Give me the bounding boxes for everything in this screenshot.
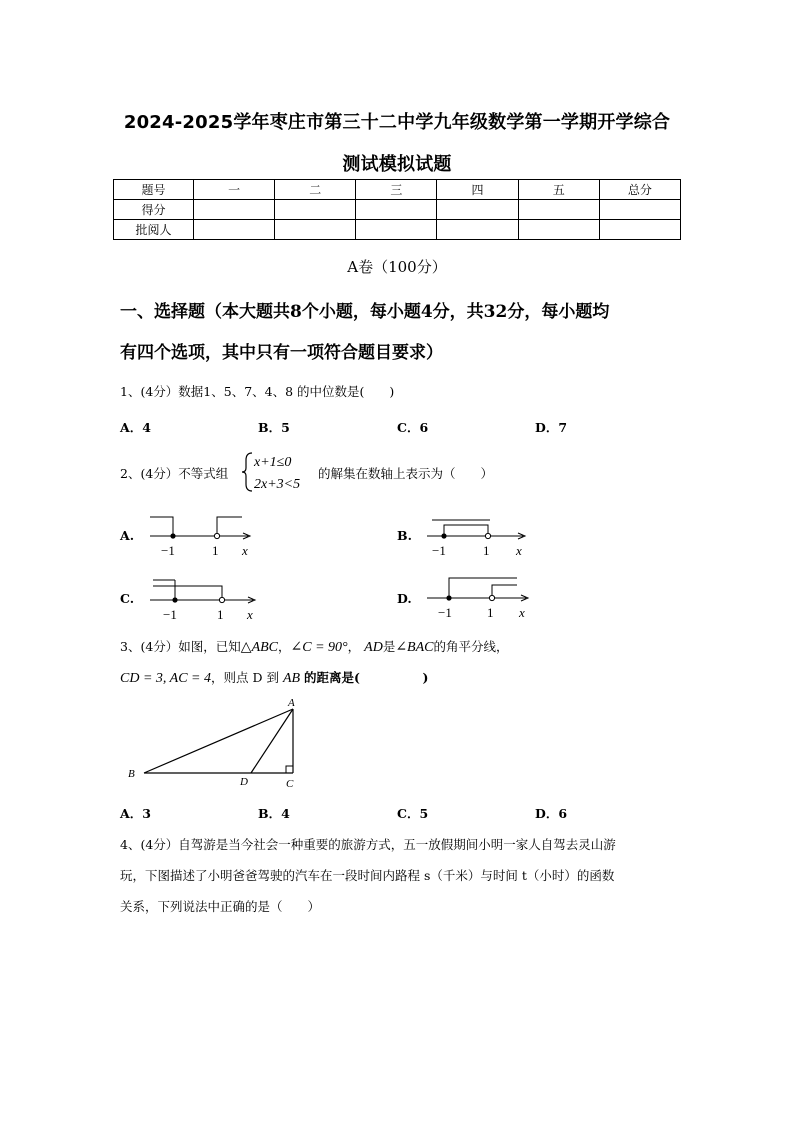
q4-line2: 玩，下图描述了小明爸爸驾驶的汽车在一段时间内路程 s（千米）与时间 t（小时）的函数 (120, 868, 615, 883)
open-point-icon (219, 597, 224, 602)
table-header-cell: 三 (356, 180, 437, 200)
q2-inequality-system (240, 450, 318, 494)
point-label-d: D (240, 776, 248, 788)
q3-option-d[interactable]: D．6 (535, 806, 568, 821)
axis-label-1: 1 (212, 543, 219, 558)
section1-heading-line1: 一、选择题（本大题共8个小题，每小题4分，共32分，每小题均 (120, 302, 610, 322)
q3-option-a[interactable]: A．3 (120, 806, 151, 821)
grader-cell[interactable] (275, 220, 356, 240)
closed-point-icon (441, 533, 446, 538)
grader-cell[interactable] (194, 220, 275, 240)
table-header-cell: 总分 (599, 180, 680, 200)
table-header-cell: 一 (194, 180, 275, 200)
q3-line1: 3、(4分）如图，已知△ABC，∠C = 90°， AD是∠BAC的角平分线， (120, 639, 509, 655)
axis-label-1: 1 (487, 605, 494, 620)
q3-ab: AB (282, 671, 301, 686)
q1-option-d[interactable]: D．7 (535, 420, 568, 435)
q2-option-a-label[interactable]: A. (120, 528, 135, 543)
axis-label-x: x (519, 605, 525, 620)
right-angle-icon (286, 766, 293, 773)
grader-cell[interactable] (356, 220, 437, 240)
score-table-header-row (114, 180, 681, 200)
q3-line1-mid: 是 (382, 639, 396, 654)
grader-cell[interactable] (437, 220, 518, 240)
axis-label-x: x (516, 543, 522, 558)
q3-line1-prefix: 3、(4分）如图，已知 (120, 639, 241, 654)
q1-option-a[interactable]: A．4 (120, 420, 151, 435)
q3-option-c[interactable]: C．5 (397, 806, 429, 821)
axis-label-x: x (242, 543, 248, 558)
q3-option-b[interactable]: B．4 (258, 806, 290, 821)
exam-title-line1: 2024-2025学年枣庄市第三十二中学九年级数学第一学期开学综合 (123, 112, 671, 133)
q3-ad: AD (364, 640, 383, 655)
grader-cell[interactable] (599, 220, 680, 240)
section-a-heading: A卷（100分） (347, 258, 447, 276)
q2-option-b-numberline[interactable] (422, 512, 537, 560)
q3-given-lengths: CD = 3, AC = 4 (120, 671, 211, 686)
point-label-c: C (286, 778, 294, 790)
point-label-a: A (288, 697, 295, 709)
score-cell[interactable] (194, 200, 275, 220)
axis-label-x: x (247, 607, 253, 622)
q2-suffix: 的解集在数轴上表示为（ ） (318, 466, 494, 481)
q3-line2-suffix: 的距离是( ) (304, 670, 429, 685)
closed-point-icon (446, 595, 451, 600)
open-point-icon (489, 595, 494, 600)
table-header-cell: 五 (518, 180, 599, 200)
q1-stem: 1、(4分）数据1、5、7、4、8 的中位数是( ) (120, 384, 395, 399)
open-point-icon (214, 533, 219, 538)
q3-line2 (120, 668, 428, 687)
row-label: 得分 (114, 200, 194, 220)
q2-ineq2: 2x+3<5 (254, 477, 301, 492)
axis-label-1: 1 (217, 607, 224, 622)
score-table (113, 179, 681, 240)
q4-line3: 关系，下列说法中正确的是（ ） (120, 899, 321, 914)
closed-point-icon (172, 597, 177, 602)
score-cell[interactable] (275, 200, 356, 220)
q2-option-d-numberline[interactable] (422, 573, 537, 621)
q2-option-d-label[interactable]: D. (397, 591, 412, 606)
axis-label-neg1: −1 (163, 607, 177, 622)
q4-line1: 4、(4分）自驾游是当今社会一种重要的旅游方式，五一放假期间小明一家人自驾去灵山游 (120, 837, 616, 852)
table-header-cell: 二 (275, 180, 356, 200)
q2-option-b-label[interactable]: B. (397, 528, 412, 543)
q3-line1-suffix: 的角平分线， (433, 639, 509, 654)
score-cell[interactable] (356, 200, 437, 220)
score-cell[interactable] (437, 200, 518, 220)
q2-option-a-numberline[interactable] (145, 512, 260, 560)
grader-cell[interactable] (518, 220, 599, 240)
axis-label-neg1: −1 (161, 543, 175, 558)
q1-option-c[interactable]: C．6 (397, 420, 429, 435)
q2-prefix: 2、(4分）不等式组 (120, 466, 229, 481)
q3-angle-c: ∠C = 90° (290, 640, 348, 655)
table-header-cell: 题号 (114, 180, 194, 200)
brace-icon (242, 453, 252, 491)
q3-triangle: △ABC (240, 640, 279, 655)
q3-line2-mid: ，则点 D 到 (210, 670, 279, 685)
q1-option-b[interactable]: B．5 (258, 420, 290, 435)
q3-triangle-figure (120, 694, 310, 792)
q2-option-c-numberline[interactable] (145, 575, 265, 623)
axis-label-1: 1 (483, 543, 490, 558)
q2-option-c-label[interactable]: C. (120, 591, 135, 606)
grader-row (114, 220, 681, 240)
open-point-icon (485, 533, 490, 538)
closed-point-icon (170, 533, 175, 538)
score-cell[interactable] (518, 200, 599, 220)
table-header-cell: 四 (437, 180, 518, 200)
section1-heading-line2: 有四个选项，其中只有一项符合题目要求） (120, 343, 443, 363)
q3-angle-bac: ∠BAC (395, 640, 434, 655)
axis-label-neg1: −1 (432, 543, 446, 558)
axis-label-neg1: −1 (438, 605, 452, 620)
row-label: 批阅人 (114, 220, 194, 240)
exam-title-line2: 测试模拟试题 (342, 154, 452, 175)
score-row (114, 200, 681, 220)
q2-ineq1: x+1≤0 (254, 455, 292, 470)
point-label-b: B (128, 768, 135, 780)
score-cell[interactable] (599, 200, 680, 220)
